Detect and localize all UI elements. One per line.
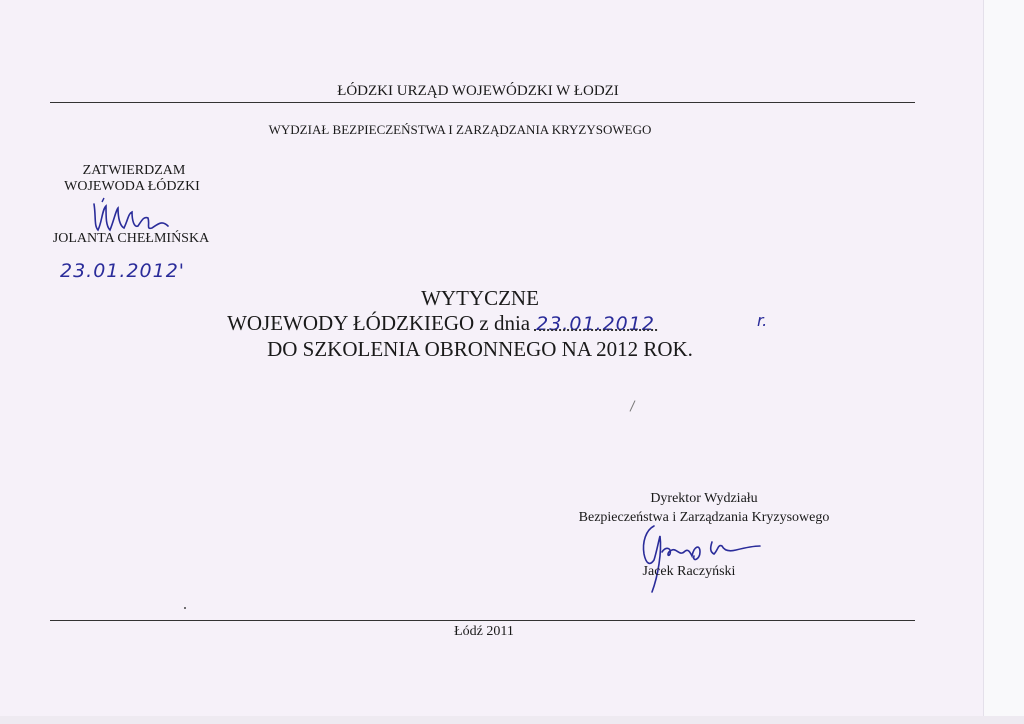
handwritten-title-date: 23.01.2012 — [536, 313, 655, 335]
date-fill-field — [534, 313, 657, 334]
document-subtitle — [227, 313, 657, 334]
department-heading: WYDZIAŁ BEZPIECZEŃSTWA I ZARZĄDZANIA KRYZYSOWEGO — [268, 122, 652, 137]
footer-rule — [50, 620, 915, 621]
signatory-role: Dyrektor Wydziału — [650, 491, 758, 506]
header-rule — [50, 102, 915, 103]
pen-mark — [630, 400, 636, 411]
document-title: WYTYCZNE — [421, 286, 539, 310]
place-and-year: Łódź 2011 — [454, 624, 514, 639]
director-signature — [636, 522, 766, 600]
governor-name: JOLANTA CHEŁMIŃSKA — [52, 231, 210, 246]
handwritten-approval-date: 23.01.2012' — [60, 260, 186, 282]
office-heading: ŁÓDZKI URZĄD WOJEWÓDZKI W ŁODZI — [337, 83, 619, 99]
approval-label: ZATWIERDZAM — [82, 163, 186, 178]
page-edge-bottom — [0, 716, 1024, 724]
subtitle-prefix: WOJEWODY ŁÓDZKIEGO z dnia — [227, 311, 531, 335]
approval-office: WOJEWODA ŁÓDZKI — [64, 179, 200, 194]
document-subject: DO SZKOLENIA OBRONNEGO NA 2012 ROK. — [267, 337, 693, 361]
page-edge-right — [983, 0, 1024, 724]
handwritten-year-suffix: r. — [757, 311, 768, 330]
signatory-department: Bezpieczeństwa i Zarządzania Kryzysowego — [578, 510, 830, 525]
signatory-name: Jacek Raczyński — [642, 564, 736, 579]
speck — [184, 607, 186, 609]
